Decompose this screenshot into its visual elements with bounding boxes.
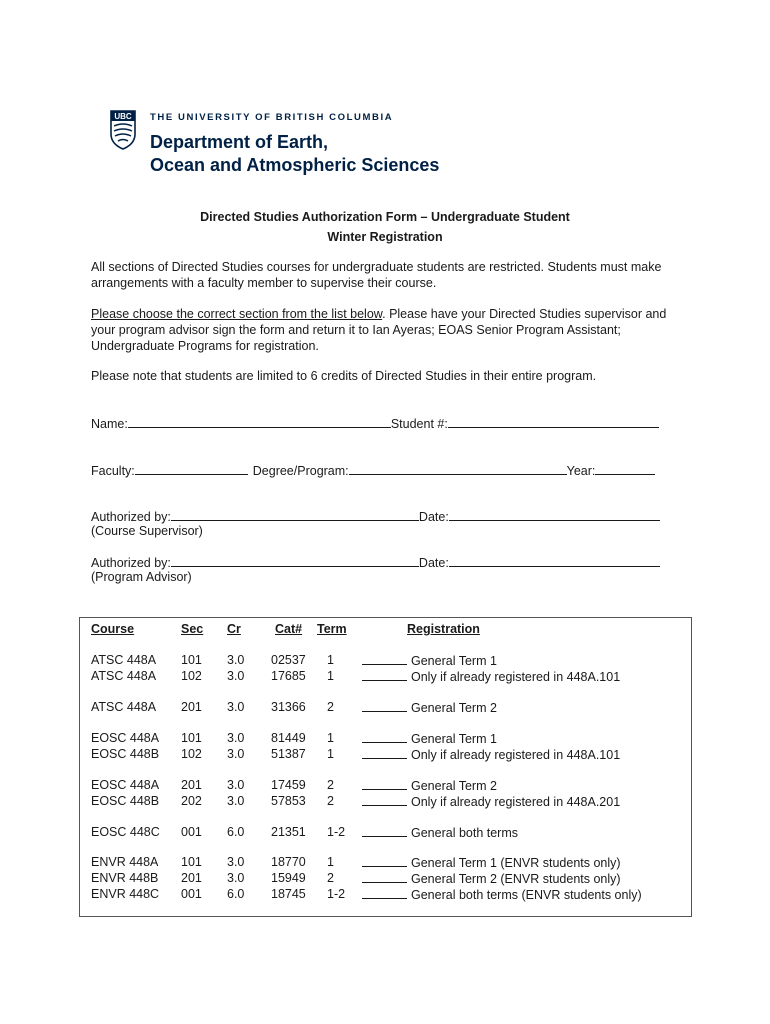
- registration-option: [362, 887, 642, 902]
- credits: 3.0: [227, 669, 245, 683]
- section: 201: [181, 778, 202, 792]
- term: 2: [327, 700, 334, 714]
- course-code: ATSC 448A: [91, 669, 157, 683]
- registration-label: General both terms: [411, 826, 518, 840]
- section: 001: [181, 887, 202, 901]
- year-label: Year:: [566, 464, 596, 478]
- advisor-authorized-label: Authorized by:: [91, 556, 171, 570]
- course-code: EOSC 448B: [91, 747, 160, 761]
- registration-checkbox-blank[interactable]: [362, 778, 407, 790]
- catalog-number: 18770: [271, 855, 306, 869]
- credits: 6.0: [227, 825, 245, 839]
- registration-option: [362, 871, 621, 886]
- supervisor-date-label: Date:: [418, 510, 449, 524]
- registration-label: General Term 2: [411, 779, 497, 793]
- credits: 3.0: [227, 778, 245, 792]
- faculty-field[interactable]: [135, 462, 248, 475]
- registration-label: Only if already registered in 448A.101: [411, 748, 621, 762]
- name-field[interactable]: [128, 415, 391, 428]
- program-advisor-row: [91, 554, 660, 570]
- form-title: [0, 207, 770, 247]
- degree-program-field[interactable]: [349, 462, 567, 475]
- registration-option: [362, 669, 620, 684]
- supervisor-date-field[interactable]: [449, 508, 660, 521]
- credits: 6.0: [227, 887, 245, 901]
- header-registration: Registration: [407, 622, 480, 636]
- letterhead: [110, 110, 470, 180]
- section: 102: [181, 747, 202, 761]
- registration-checkbox-blank[interactable]: [362, 887, 407, 899]
- registration-label: General Term 1: [411, 732, 497, 746]
- course-code: ENVR 448A: [91, 855, 159, 869]
- registration-option: [362, 653, 497, 668]
- registration-option: [362, 855, 621, 870]
- student-number-label: Student #:: [390, 417, 448, 431]
- registration-checkbox-blank[interactable]: [362, 855, 407, 867]
- term: 1-2: [327, 887, 346, 901]
- advisor-date-label: Date:: [418, 556, 449, 570]
- registration-checkbox-blank[interactable]: [362, 871, 407, 883]
- term: 2: [327, 778, 334, 792]
- department-name-line2: Ocean and Atmospheric Sciences: [150, 155, 440, 175]
- registration-option: [362, 794, 620, 809]
- registration-label: General Term 1: [411, 654, 497, 668]
- course-code: ENVR 448C: [91, 887, 160, 901]
- section: 101: [181, 855, 202, 869]
- instructions-underlined: Please choose the correct section from the list below: [91, 307, 383, 321]
- term: 2: [327, 794, 334, 808]
- name-row: [91, 415, 659, 431]
- catalog-number: 57853: [271, 794, 306, 808]
- section: 102: [181, 669, 202, 683]
- catalog-number: 17685: [271, 669, 306, 683]
- header-cat: Cat#: [275, 622, 303, 636]
- registration-label: General Term 2: [411, 701, 497, 715]
- supervisor-authorized-label: Authorized by:: [91, 510, 171, 524]
- registration-label: General Term 2 (ENVR students only): [411, 872, 621, 886]
- header-course: Course: [91, 622, 135, 636]
- catalog-number: 02537: [271, 653, 306, 667]
- degree-program-label: Degree/Program:: [252, 464, 349, 478]
- form-title-line1: Directed Studies Authorization Form – Undergraduate Student: [200, 210, 570, 224]
- term: 1: [327, 747, 334, 761]
- registration-checkbox-blank[interactable]: [362, 653, 407, 665]
- credits: 3.0: [227, 871, 245, 885]
- intro-paragraph-restricted: All sections of Directed Studies courses for undergraduate students are restricted. Students must make arrangements with a faculty member to supervise their course.: [91, 260, 662, 290]
- term: 1: [327, 731, 334, 745]
- term: 2: [327, 871, 334, 885]
- university-name: THE UNIVERSITY OF BRITISH COLUMBIA: [150, 112, 394, 123]
- credits: 3.0: [227, 855, 245, 869]
- faculty-label: Faculty:: [91, 464, 135, 478]
- name-label: Name:: [91, 417, 128, 431]
- registration-option: [362, 747, 620, 762]
- catalog-number: 15949: [271, 871, 306, 885]
- section: 101: [181, 731, 202, 745]
- credits: 3.0: [227, 794, 245, 808]
- term: 1-2: [327, 825, 346, 839]
- registration-option: [362, 825, 518, 840]
- registration-checkbox-blank[interactable]: [362, 731, 407, 743]
- crest-text: UBC: [114, 112, 132, 121]
- term: 1: [327, 653, 334, 667]
- intro-paragraph-instructions: [91, 306, 691, 354]
- registration-label: General both terms (ENVR students only): [411, 888, 642, 902]
- registration-label: General Term 1 (ENVR students only): [411, 856, 621, 870]
- ubc-crest-icon: [110, 110, 136, 150]
- instructions-rest: . Please have your Directed Studies supervisor and your program advisor sign the form and return it to Ian Ayeras; EOAS Senior Program Assistant; Undergraduate Programs for registration.: [91, 307, 667, 353]
- course-code: EOSC 448B: [91, 794, 160, 808]
- credits: 3.0: [227, 731, 245, 745]
- header-term: Term: [317, 622, 347, 636]
- catalog-number: 21351: [271, 825, 306, 839]
- student-number-field[interactable]: [448, 415, 659, 428]
- catalog-number: 17459: [271, 778, 306, 792]
- advisor-signature-field[interactable]: [171, 554, 419, 567]
- catalog-number: 81449: [271, 731, 306, 745]
- catalog-number: 31366: [271, 700, 306, 714]
- catalog-number: 18745: [271, 887, 306, 901]
- section: 201: [181, 871, 202, 885]
- section: 202: [181, 794, 202, 808]
- registration-checkbox-blank[interactable]: [362, 700, 407, 712]
- header-sec: Sec: [181, 622, 204, 636]
- header-cr: Cr: [227, 622, 241, 636]
- year-field[interactable]: [595, 462, 655, 475]
- course-code: ENVR 448B: [91, 871, 159, 885]
- course-code: ATSC 448A: [91, 653, 157, 667]
- registration-label: Only if already registered in 448A.201: [411, 795, 621, 809]
- term: 1: [327, 669, 334, 683]
- advisor-date-field[interactable]: [449, 554, 660, 567]
- intro-paragraph-credit-limit: Please note that students are limited to 6 credits of Directed Studies in their entire program.: [91, 369, 597, 383]
- faculty-row: [91, 462, 655, 478]
- course-code: EOSC 448A: [91, 778, 160, 792]
- registration-checkbox-blank[interactable]: [362, 669, 407, 681]
- course-code: ATSC 448A: [91, 700, 157, 714]
- course-code: EOSC 448C: [91, 825, 160, 839]
- department-name-line1: Department of Earth,: [150, 132, 329, 152]
- credits: 3.0: [227, 747, 245, 761]
- registration-option: [362, 731, 497, 746]
- catalog-number: 51387: [271, 747, 306, 761]
- section: 001: [181, 825, 202, 839]
- term: 1: [327, 855, 334, 869]
- registration-option: [362, 700, 497, 715]
- registration-label: Only if already registered in 448A.101: [411, 670, 621, 684]
- course-code: EOSC 448A: [91, 731, 160, 745]
- form-title-line2: Winter Registration: [327, 230, 443, 244]
- course-supervisor-note: (Course Supervisor): [91, 524, 203, 538]
- supervisor-signature-field[interactable]: [171, 508, 419, 521]
- section: 201: [181, 700, 202, 714]
- credits: 3.0: [227, 653, 245, 667]
- section: 101: [181, 653, 202, 667]
- registration-checkbox-blank[interactable]: [362, 794, 407, 806]
- registration-checkbox-blank[interactable]: [362, 825, 407, 837]
- credits: 3.0: [227, 700, 245, 714]
- registration-checkbox-blank[interactable]: [362, 747, 407, 759]
- program-advisor-note: (Program Advisor): [91, 570, 192, 584]
- registration-option: [362, 778, 497, 793]
- course-supervisor-row: [91, 508, 660, 524]
